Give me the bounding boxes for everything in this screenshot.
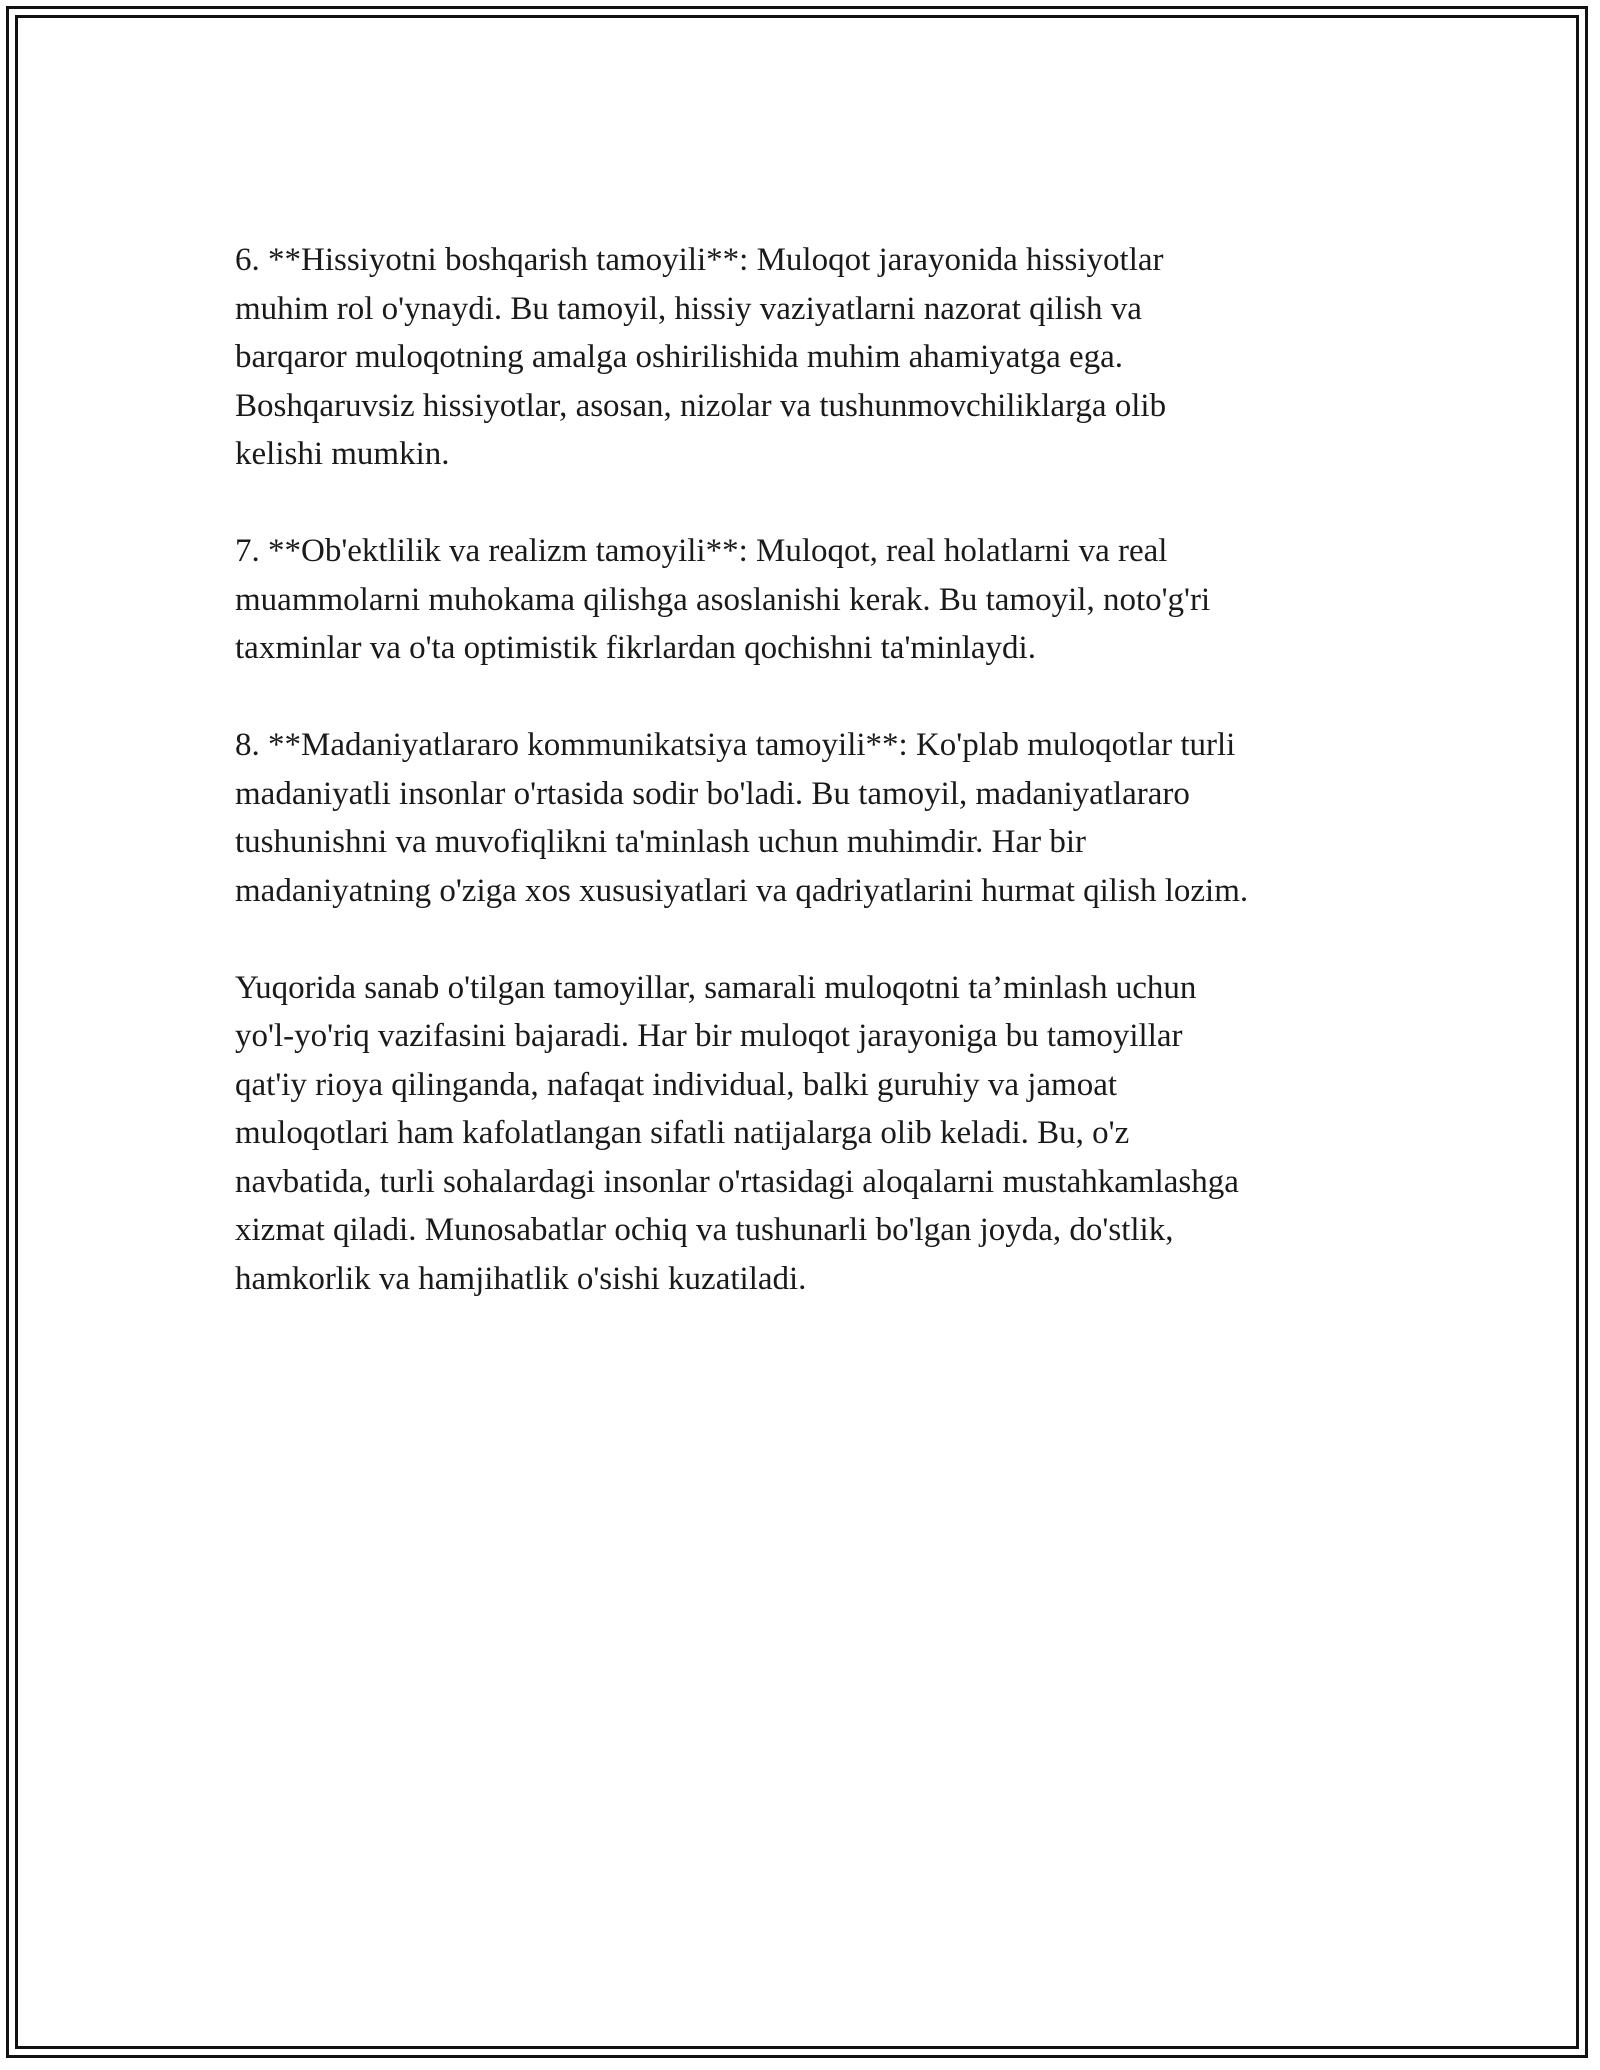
paragraph-principle-6: 6. **Hissiyotni boshqarish tamoyili**: Muloqot jarayonida hissiyotlar muhim rol o'ynaydi. Bu tamoyil, hissiy vaziyatlarni nazorat qilish va barqaror muloqotning amalga oshirilishida muhim ahamiyatga ega. Boshqaruvsiz hissiyotlar, asosan, nizolar va tushunmovchiliklarga olib kelishi mumkin.	[235, 242, 1167, 472]
paragraph-conclusion: Yuqorida sanab o'tilgan tamoyillar, samarali muloqotni ta’minlash uchun yo'l-yo'riq vazifasini bajaradi. Har bir muloqot jarayoniga bu tamoyillar qat'iy rioya qilinganda, nafaqat individual, balki guruhiy va jamoat muloqotlari ham kafolatlangan sifatli natijalarga olib keladi. Bu, o'z navbatida, turli sohalardagi insonlar o'rtasidagi aloqalarni mustahkamlashga xizmat qiladi. Munosabatlar ochiq va tushunarli bo'lgan joyda, do'stlik, hamkorlik va hamjihatlik o'sishi kuzatiladi.	[235, 969, 1239, 1297]
paragraph-principle-7: 7. **Ob'ektlilik va realizm tamoyili**: Muloqot, real holatlarni va real muammolarni muhokama qilishga asoslanishi kerak. Bu tamoyil, noto'g'ri taxminlar va o'ta optimistik fikrlardan qochishni ta'minlaydi.	[235, 533, 1211, 666]
document-body	[235, 236, 1385, 1352]
paragraph-principle-8: 8. **Madaniyatlararo kommunikatsiya tamoyili**: Ko'plab muloqotlar turli madaniyatli insonlar o'rtasida sodir bo'ladi. Bu tamoyil, madaniyatlararo tushunishni va muvofiqlikni ta'minlash uchun muhimdir. Har bir madaniyatning o'ziga xos xususiyatlari va qadriyatlarini hurmat qilish lozim.	[235, 727, 1249, 909]
